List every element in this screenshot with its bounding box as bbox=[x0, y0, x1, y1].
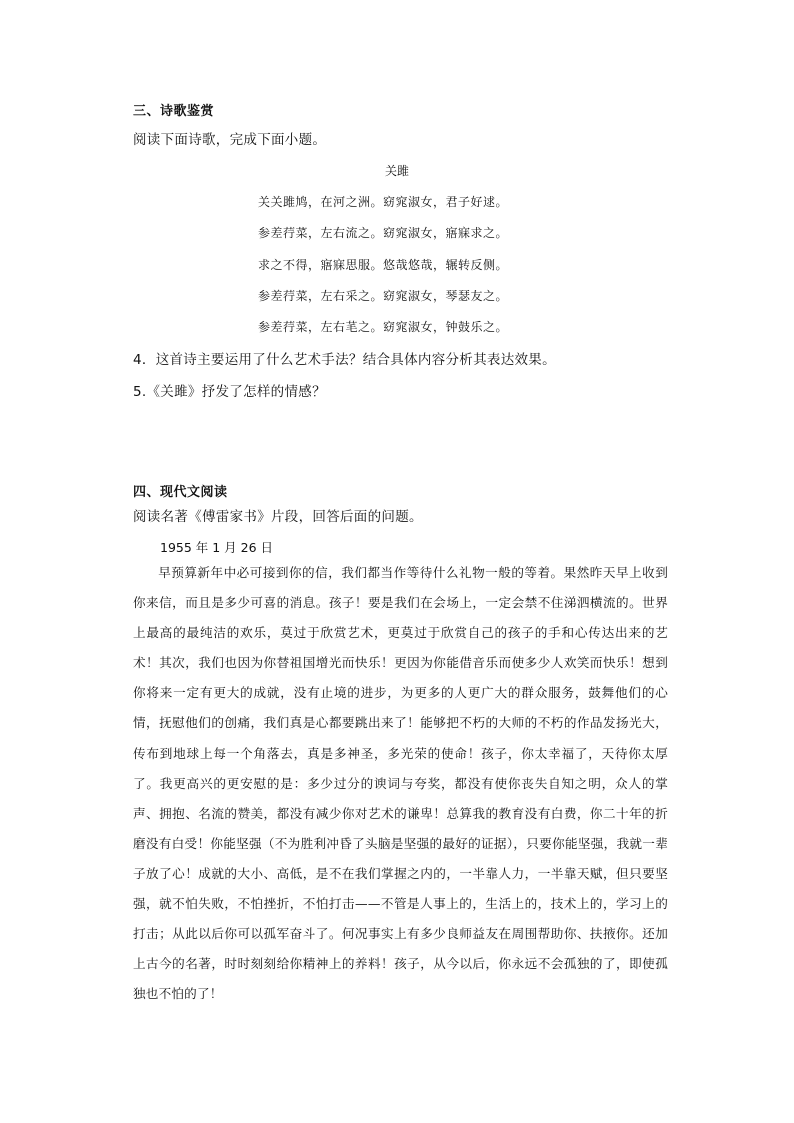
question-4: 4．这首诗主要运用了什么艺术手法？结合具体内容分析其表达效果。 bbox=[133, 352, 556, 368]
question-5: 5.《关雎》抒发了怎样的情感？ bbox=[133, 384, 326, 400]
section-3-title: 三、诗歌鉴赏 bbox=[133, 104, 215, 119]
letter-date: 1955 年 1 月 26 日 bbox=[160, 540, 274, 555]
poem-line: 关关雎鸠，在河之洲。窈窕淑女，君子好逑。 bbox=[258, 195, 509, 209]
poem-line: 参差荇菜，左右采之。窈窕淑女，琴瑟友之。 bbox=[258, 289, 509, 303]
poem-line: 参差荇菜，左右流之。窈窕淑女，寤寐求之。 bbox=[258, 226, 509, 240]
section-3-intro: 阅读下面诗歌，完成下面小题。 bbox=[133, 132, 327, 148]
poem-line: 求之不得，寤寐思服。悠哉悠哉，辗转反侧。 bbox=[258, 258, 509, 272]
section-4-intro: 阅读名著《傅雷家书》片段，回答后面的问题。 bbox=[133, 509, 423, 525]
section-4-title: 四、现代文阅读 bbox=[133, 485, 228, 500]
letter-passage: 早预算新年中必可接到你的信，我们都当作等待什么礼物一般的等着。果然昨天早上收到你来信，而且是多少可喜的消息。孩子！要是我们在会场上，一定会禁不住涕泗横流的。世界上最高的最纯洁的欢乐，莫过于欣赏艺术，更莫过于欣赏自己的孩子的手和心传达出来的艺术！其次，我们也因为你替祖国增光而快乐！更因为你能借音乐而使多少人欢笑而快乐！想到你将来一定有更大的成就，没有止境的进步，为更多的人更广大的群众服务，鼓舞他们的心情，抚慰他们的创痛，我们真是心都要跳出来了！能够把不朽的大师的不朽的作品发扬光大，传布到地球上每一个角落去，真是多神圣，多光荣的使命！孩子，你太幸福了，天待你太厚了。我更高兴的更安慰的是：多少过分的谀词与夸奖，都没有使你丧失自知之明，众人的掌声、拥抱、名流的赞美，都没有减少你对艺术的谦卑！总算我的教育没有白费，你二十年的折磨没有白受！你能坚强（不为胜利冲昏了头脑是坚强的最好的证据），只要你能坚强，我就一辈子放了心！成就的大小、高低，是不在我们掌握之内的，一半靠人力，一半靠天赋，但只要坚强，就不怕失败，不怕挫折，不怕打击——不管是人事上的，生活上的，技术上的，学习上的打击；从此以后你可以孤军奋斗了。何况事实上有多少良师益友在周围帮助你、扶掖你。还加上古今的名著，时时刻刻给你精神上的养料！孩子，从今以后，你永远不会孤独的了，即使孤独也不怕的了！ bbox=[133, 565, 668, 1002]
poem-line: 参差荇菜，左右芼之。窈窕淑女，钟鼓乐之。 bbox=[258, 320, 509, 334]
poem-title: 关雎 bbox=[384, 164, 409, 178]
